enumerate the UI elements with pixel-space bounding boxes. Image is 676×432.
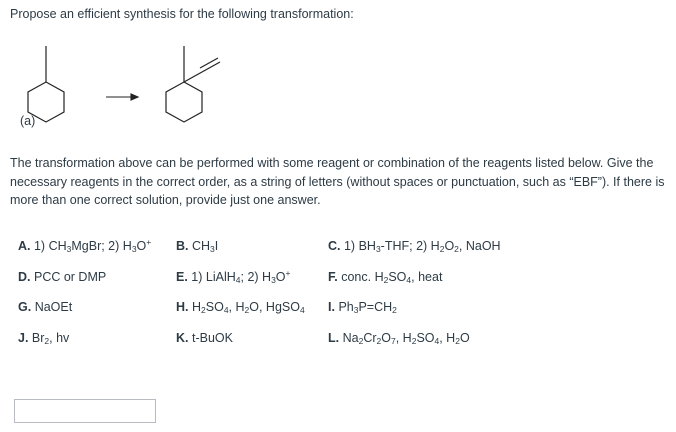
reagent-letter: F. — [328, 270, 338, 284]
reagent-text-segment: 2 — [376, 336, 382, 346]
reagent-letter: J. — [18, 331, 29, 345]
reagent-text-segment: 1) BH — [343, 239, 376, 253]
reagent-option — [18, 239, 151, 253]
reagent-text-segment: 2 — [411, 336, 417, 346]
reagent-text-segment: , heat — [411, 270, 443, 284]
reagent-text-segment: 2 — [455, 336, 460, 346]
reagent-text-segment: O — [459, 331, 470, 345]
reagent-text-segment: SO — [388, 270, 407, 284]
reagent-text-segment: 4 — [406, 275, 412, 285]
reagent-text-segment: CH — [191, 239, 211, 253]
reagent-text-segment: , NaOH — [458, 239, 501, 253]
reagent-text-segment: t-BuOK — [191, 331, 233, 345]
product-structure — [166, 46, 220, 122]
reagent-text-segment: 2 — [201, 305, 206, 315]
reagent-option — [18, 300, 72, 314]
reagent-option — [176, 270, 291, 284]
reagent-text-segment: 3 — [131, 244, 137, 254]
answer-input[interactable] — [14, 399, 156, 423]
reagent-text-segment: 1) LiAlH — [191, 270, 236, 284]
reagent-text-segment: 2 — [439, 244, 445, 254]
reagent-text-segment: 2 — [383, 275, 389, 285]
reagent-option — [18, 331, 69, 345]
reagent-text-segment: 3 — [353, 305, 359, 315]
reagent-text-segment: 4 — [434, 336, 440, 346]
reagent-text-segment: SO — [416, 331, 435, 345]
reagent-text-segment: Br — [31, 331, 45, 345]
reagent-text-segment: 3 — [66, 244, 72, 254]
reagent-text-segment: I — [214, 239, 219, 253]
reagent-letter: E. — [176, 270, 188, 284]
reagent-option — [328, 300, 397, 314]
reagent-text-segment: 4 — [235, 275, 241, 285]
reagent-option — [328, 270, 442, 284]
reagent-letter: B. — [176, 239, 189, 253]
reagent-text-segment: -THF; 2) H — [380, 239, 440, 253]
reagent-text-segment: , H — [395, 331, 412, 345]
reagent-letter: G. — [18, 300, 32, 314]
reagent-option — [18, 270, 106, 284]
reagent-text-segment: , H — [228, 300, 245, 314]
reagent-text-segment: + — [146, 237, 152, 247]
reagent-text-segment: Cr — [363, 331, 377, 345]
reagent-text-segment: P=CH — [358, 300, 393, 314]
reagent-letter: D. — [18, 270, 31, 284]
prompt-text: Propose an efficient synthesis for the following transformation: — [10, 7, 354, 21]
reagent-letter: H. — [176, 300, 189, 314]
starting-material-structure — [28, 46, 64, 122]
reagent-letter: A. — [18, 239, 31, 253]
reagent-text-segment: 4 — [223, 305, 229, 315]
reaction-arrow — [106, 94, 138, 100]
reagent-text-segment: 3 — [210, 244, 215, 254]
reagent-letter: K. — [176, 331, 189, 345]
reagent-text-segment: 3 — [375, 244, 381, 254]
reagent-text-segment: NaOEt — [34, 300, 73, 314]
reagent-text-segment: O — [136, 239, 147, 253]
reagent-text-segment: H — [191, 300, 202, 314]
reagent-text-segment: 2 — [454, 244, 459, 254]
reagent-option — [176, 300, 305, 314]
reagent-option — [328, 239, 501, 253]
reagent-letter: L. — [328, 331, 340, 345]
reagent-text-segment: 3 — [271, 275, 276, 285]
reagent-text-segment: Ph — [338, 300, 354, 314]
reagent-option — [176, 331, 233, 345]
reagent-text-segment: 1) CH — [33, 239, 67, 253]
reagent-text-segment: , H — [439, 331, 456, 345]
reagent-text-segment: 2 — [44, 336, 50, 346]
reagent-letter: I. — [328, 300, 335, 314]
reagent-text-segment: , hv — [49, 331, 70, 345]
reagent-text-segment: 4 — [299, 305, 305, 315]
reagent-text-segment: 2 — [392, 305, 397, 315]
reagent-text-segment: SO — [205, 300, 224, 314]
reagent-option — [328, 331, 470, 345]
reagent-text-segment: O — [444, 239, 455, 253]
reagent-text-segment: O, HgSO — [249, 300, 300, 314]
reagent-text-segment: 2 — [358, 336, 364, 346]
reagent-text-segment: PCC or DMP — [33, 270, 107, 284]
reagent-text-segment: 2 — [244, 305, 250, 315]
reagent-text-segment: MgBr; 2) H — [71, 239, 132, 253]
reagent-text-segment: + — [285, 268, 291, 278]
reagent-text-segment: O — [275, 270, 286, 284]
reagent-letter: C. — [328, 239, 341, 253]
reagent-text-segment: O — [381, 331, 391, 345]
part-label: (a) — [20, 114, 36, 128]
reaction-scheme — [14, 42, 244, 132]
reagent-text-segment: conc. H — [341, 270, 384, 284]
reagent-text-segment: Na — [342, 331, 359, 345]
reagent-text-segment: ; 2) H — [240, 270, 272, 284]
instructions-text: The transformation above can be performed with some reagent or combination of the reagents listed below. Give the necessary reagents in the correct order, as a string of letters (without spaces or punctuation, such as “EBF”). If there is more than one correct solution, provide just one answer. — [10, 156, 665, 207]
reagent-option — [176, 239, 218, 253]
reagent-text-segment: 7 — [390, 336, 396, 346]
